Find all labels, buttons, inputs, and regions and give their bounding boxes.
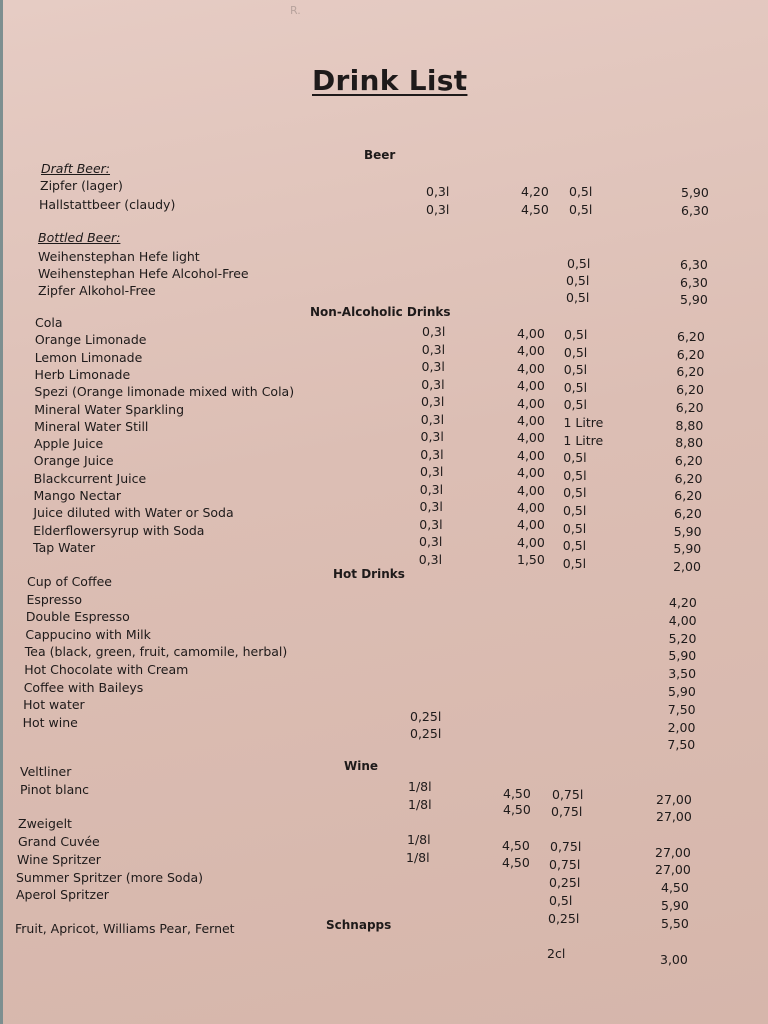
item-name: Grand Cuvée [18, 834, 100, 849]
item-price: 6,20 [675, 399, 704, 415]
item-price: 6,20 [676, 382, 704, 398]
item-volume: 0,3l [422, 324, 446, 339]
item-price: 5,90 [668, 684, 696, 699]
item-price: 4,50 [503, 786, 531, 801]
item-volume: 0,5l [549, 893, 573, 908]
item-price: 3,50 [668, 666, 697, 682]
item-name: Spezi (Orange limonade mixed with Cola) [34, 384, 295, 400]
item-name: Zipfer Alkohol-Free [38, 283, 156, 298]
item-price: 4,50 [521, 202, 549, 217]
section-heading-schnapps: Schnapps [326, 918, 392, 932]
item-volume: 1/8l [408, 779, 432, 794]
item-price: 6,20 [674, 470, 703, 486]
item-volume: 0,5l [563, 503, 587, 518]
item-name: Apple Juice [33, 436, 104, 452]
item-name: Mineral Water Still [34, 418, 149, 434]
item-price: 5,90 [681, 185, 709, 200]
item-volume: 0,3l [420, 464, 444, 479]
item-name: Hot Chocolate with Cream [24, 662, 189, 677]
pencil-mark: R. [290, 4, 301, 17]
item-name: Fruit, Apricot, Williams Pear, Fernet [15, 921, 235, 936]
item-price: 3,00 [660, 952, 688, 967]
item-price: 4,20 [669, 595, 697, 610]
item-price: 7,50 [667, 737, 696, 753]
item-name: Elderflowersyrup with Soda [33, 522, 205, 538]
item-volume: 0,3l [421, 359, 445, 374]
item-price: 2,00 [673, 559, 701, 575]
item-name: Summer Spritzer (more Soda) [16, 870, 204, 885]
item-price: 4,00 [517, 360, 545, 376]
item-price: 27,00 [656, 809, 692, 824]
item-price: 5,90 [668, 648, 697, 664]
item-price: 4,20 [521, 184, 549, 199]
item-name: Wine Spritzer [17, 852, 101, 867]
item-name: Weihenstephan Hefe Alcohol-Free [38, 266, 249, 281]
item-name: Double Espresso [25, 609, 130, 625]
item-volume: 0,3l [421, 376, 445, 392]
item-volume: 0,75l [550, 839, 582, 854]
item-price: 8,80 [675, 435, 704, 451]
item-price: 2,00 [667, 719, 696, 735]
item-volume: 0,3l [421, 394, 445, 409]
item-price: 4,50 [502, 855, 530, 870]
item-price: 7,50 [667, 701, 696, 717]
item-volume: 0,3l [421, 341, 446, 357]
item-volume: 0,3l [420, 446, 444, 462]
item-name: Tea (black, green, fruit, camomile, herbal) [24, 644, 288, 660]
item-name: Zweigelt [18, 816, 72, 831]
bottled-beer-label: Bottled Beer: [38, 230, 121, 245]
item-volume: 0,3l [419, 481, 444, 497]
item-price: 4,00 [517, 378, 545, 394]
item-price: 6,20 [676, 364, 705, 380]
item-volume: 0,5l [569, 202, 593, 217]
item-volume: 0,75l [552, 787, 584, 802]
item-volume: 0,25l [548, 911, 580, 926]
item-name: Coffee with Baileys [23, 679, 144, 695]
item-price: 4,50 [502, 838, 530, 853]
item-price: 4,00 [517, 500, 545, 515]
item-volume: 0,3l [419, 534, 443, 549]
item-price: 27,00 [656, 792, 692, 807]
section-heading-beer: Beer [364, 148, 396, 162]
item-name: Cup of Coffee [27, 574, 112, 589]
item-name: Hot wine [22, 714, 78, 730]
item-volume: 0,5l [562, 538, 587, 554]
item-price: 6,20 [676, 346, 705, 362]
item-volume: 0,3l [420, 411, 445, 427]
item-name: Aperol Spritzer [16, 887, 109, 902]
item-volume: 0,5l [563, 467, 587, 483]
item-price: 5,90 [673, 523, 702, 539]
item-name: Hallstattbeer (claudy) [39, 197, 176, 212]
item-volume: 0,5l [563, 379, 588, 395]
item-volume: 0,3l [426, 202, 450, 217]
item-volume: 0,3l [419, 516, 443, 532]
item-price: 4,00 [517, 430, 545, 446]
item-price: 6,20 [677, 329, 705, 344]
item-volume: 0,5l [569, 184, 593, 199]
item-price: 6,30 [680, 275, 708, 290]
item-price: 6,30 [681, 203, 709, 218]
item-volume: 1/8l [408, 797, 432, 812]
item-price: 6,20 [674, 506, 702, 521]
item-volume: 0,5l [563, 344, 588, 360]
item-price: 4,00 [517, 517, 545, 533]
item-volume: 0,75l [549, 857, 581, 872]
item-name: Herb Limonade [34, 366, 131, 382]
item-name: Zipfer (lager) [40, 178, 123, 193]
item-volume: 0,5l [563, 397, 587, 413]
item-price: 4,00 [517, 447, 545, 463]
item-volume: 0,5l [563, 450, 587, 466]
item-volume: 0,25l [549, 875, 581, 890]
section-heading-hot-drinks: Hot Drinks [333, 567, 405, 581]
item-price: 6,20 [674, 488, 703, 504]
item-price: 5,90 [673, 541, 702, 557]
item-price: 5,20 [668, 630, 697, 646]
item-price: 8,80 [675, 417, 704, 433]
item-price: 4,00 [517, 413, 545, 428]
page-edge [0, 0, 3, 1024]
item-name: Blackcurrent Juice [33, 470, 147, 486]
item-price: 4,00 [517, 343, 545, 359]
section-heading-wine: Wine [344, 759, 379, 773]
item-name: Espresso [26, 591, 83, 607]
item-name: Orange Juice [33, 453, 114, 469]
item-price: 4,00 [517, 465, 545, 481]
item-name: Orange Limonade [34, 332, 147, 348]
item-volume: 1/8l [406, 850, 430, 865]
item-volume: 0,25l [410, 726, 442, 741]
item-name: Cola [35, 315, 63, 330]
item-name: Lemon Limonade [34, 349, 143, 365]
item-price: 27,00 [655, 845, 691, 860]
item-name: Tap Water [33, 539, 96, 555]
item-volume: 0,5l [564, 327, 588, 342]
item-name: Pinot blanc [20, 782, 90, 797]
item-volume: 0,5l [562, 520, 587, 536]
item-volume: 0,3l [419, 499, 443, 514]
item-price: 1,50 [517, 552, 545, 568]
item-volume: 0,3l [426, 184, 450, 199]
item-volume: 1 Litre [563, 432, 604, 448]
item-volume: 0,25l [410, 709, 442, 724]
item-volume: 0,75l [551, 804, 583, 819]
item-price: 27,00 [655, 862, 691, 877]
item-volume: 2cl [547, 946, 566, 961]
item-price: 5,90 [680, 292, 708, 307]
item-volume: 1/8l [407, 832, 431, 847]
item-volume: 0,5l [566, 290, 590, 305]
item-price: 6,20 [674, 452, 703, 468]
item-price: 4,00 [517, 326, 545, 341]
item-price: 4,50 [661, 880, 689, 895]
item-name: Mango Nectar [33, 488, 122, 503]
item-volume: 0,3l [420, 429, 444, 444]
page-title: Drink List [312, 64, 468, 97]
item-price: 5,50 [661, 916, 689, 931]
item-name: Juice diluted with Water or Soda [33, 505, 234, 521]
item-name: Cappucino with Milk [25, 626, 151, 642]
item-price: 6,30 [680, 257, 708, 272]
item-volume: 0,5l [567, 256, 591, 271]
item-price: 4,50 [503, 802, 531, 817]
item-volume: 0,5l [562, 555, 587, 571]
item-name: Veltliner [20, 764, 72, 779]
item-volume: 1 Litre [563, 415, 604, 430]
item-volume: 0,5l [566, 273, 590, 288]
section-heading-non-alcoholic: Non-Alcoholic Drinks [310, 305, 451, 319]
item-price: 4,00 [517, 482, 545, 498]
item-volume: 0,5l [563, 485, 587, 501]
item-name: Mineral Water Sparkling [34, 401, 184, 417]
item-price: 4,00 [517, 534, 545, 550]
item-volume: 0,5l [563, 362, 588, 378]
item-price: 5,90 [661, 898, 689, 913]
item-price: 4,00 [668, 612, 697, 628]
item-price: 4,00 [517, 395, 545, 411]
draft-beer-label: Draft Beer: [41, 161, 111, 176]
item-name: Hot water [23, 697, 85, 713]
item-name: Weihenstephan Hefe light [38, 249, 200, 264]
item-volume: 0,3l [418, 551, 443, 567]
